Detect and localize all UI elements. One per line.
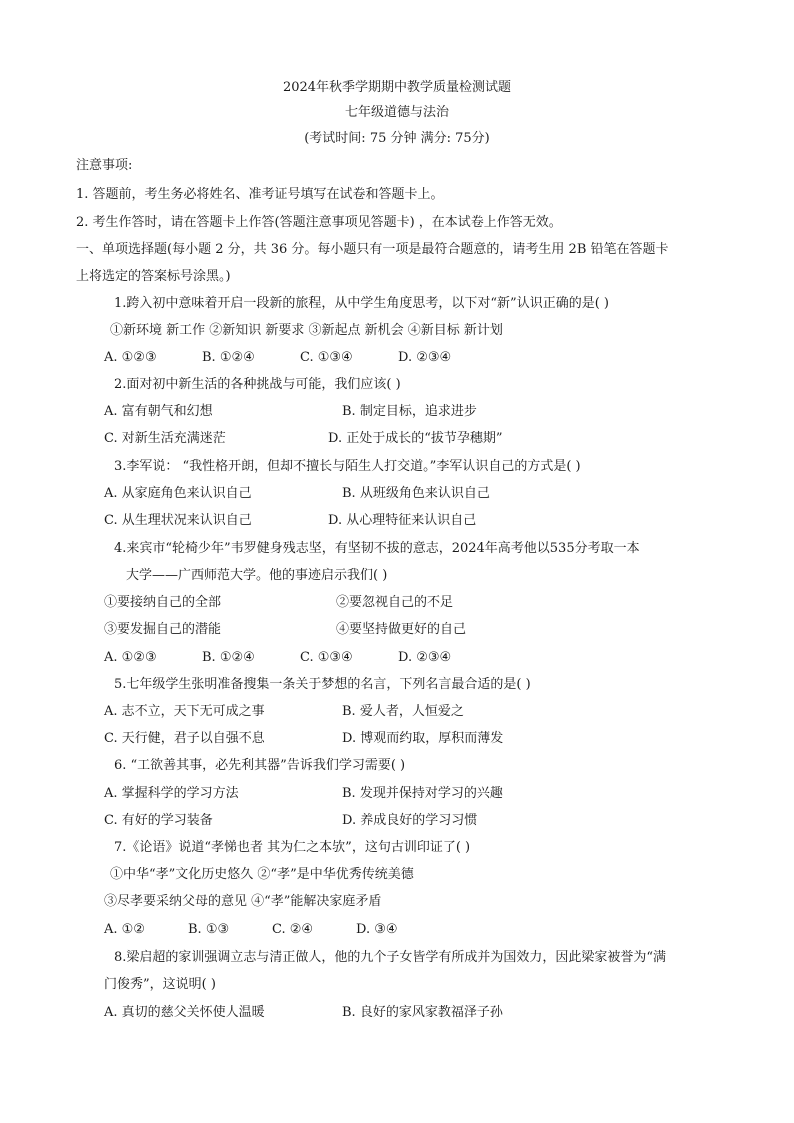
question-2-choice-d: D. 正处于成长的“拔节孕穗期” xyxy=(328,431,503,446)
exam-info: (考试时间: 75 分钟 满分: 75分) xyxy=(304,131,490,146)
question-6-choice-b: B. 发现并保持对学习的兴趣 xyxy=(342,786,503,801)
question-2-choice-a: A. 富有朝气和幻想 xyxy=(104,404,213,419)
choice-b: B. ①③ xyxy=(188,922,230,937)
choice-d: D. ③④ xyxy=(356,922,398,937)
section-heading-cont: 上将选定的答案标号涂黑。) xyxy=(76,269,231,284)
section-heading: 一、单项选择题(每小题 2 分，共 36 分。每小题只有一项是最符合题意的，请考生用 2B 铅笔在答题卡 xyxy=(76,242,669,257)
choice-c: C. ①③④ xyxy=(300,350,353,365)
question-3-choice-b: B. 从班级角色来认识自己 xyxy=(342,486,490,501)
question-3-choice-a: A. 从家庭角色来认识自己 xyxy=(104,486,252,501)
question-6-choice-d: D. 养成良好的学习习惯 xyxy=(342,813,478,828)
question-1-choices xyxy=(104,350,496,366)
question-2-stem: 2.面对初中新生活的各种挑战与可能，我们应该( ) xyxy=(114,377,401,392)
choice-b: B. ①②④ xyxy=(202,650,255,665)
choice-d: D. ②③④ xyxy=(398,650,452,665)
question-7-choices xyxy=(104,922,440,938)
question-3-stem: 3.李军说： “我性格开朗，但却不擅长与陌生人打交道。”李军认识自己的方式是( ) xyxy=(114,459,581,474)
question-6-choice-a: A. 掌握科学的学习方法 xyxy=(104,786,239,801)
choice-c: C. ①③④ xyxy=(300,650,353,665)
question-2-choice-b: B. 制定目标，追求进步 xyxy=(342,404,477,419)
question-5-choice-c: C. 天行健，君子以自强不息 xyxy=(104,731,265,746)
question-4-item-3: ③要发掘自己的潜能 xyxy=(104,622,222,637)
question-3-choice-d: D. 从心理特征来认识自己 xyxy=(328,513,477,528)
choice-d: D. ②③④ xyxy=(398,350,452,365)
choice-a: A. ①②③ xyxy=(104,350,157,365)
question-4-item-4: ④要坚持做更好的自己 xyxy=(336,622,467,637)
question-1-stem: 1.跨入初中意味着开启一段新的旅程，从中学生角度思考，以下对“新”认识正确的是( ) xyxy=(114,296,609,311)
question-4-choices xyxy=(104,650,496,666)
notice-item: 2. 考生作答时，请在答题卡上作答(答题注意事项见答题卡) ，在本试卷上作答无效。 xyxy=(76,215,562,230)
question-4-item-2: ②要忽视自己的不足 xyxy=(336,595,454,610)
question-7-items-1: ①中华“孝”文化历史悠久 ②“孝”是中华优秀传统美德 xyxy=(110,867,414,882)
subject-title: 七年级道德与法治 xyxy=(344,105,449,120)
question-8-choice-b: B. 良好的家风家教福泽子孙 xyxy=(342,1005,503,1020)
question-7-items-2: ③尽孝要采纳父母的意见 ④“孝”能解决家庭矛盾 xyxy=(104,894,382,909)
exam-title: 2024年秋季学期期中教学质量检测试题 xyxy=(282,80,512,95)
question-3-choice-c: C. 从生理状况来认识自己 xyxy=(104,513,252,528)
question-5-choice-d: D. 博观而约取，厚积而薄发 xyxy=(342,731,504,746)
question-5-choice-b: B. 爱人者，人恒爱之 xyxy=(342,704,464,719)
question-2-choice-c: C. 对新生活充满迷茫 xyxy=(104,431,226,446)
question-8-choice-a: A. 真切的慈父关怀使人温暖 xyxy=(104,1005,265,1020)
question-5-choice-a: A. 志不立，天下无可成之事 xyxy=(104,704,265,719)
question-8-stem: 8.梁启超的家训强调立志与清正做人，他的九个子女皆学有所成并为国效力，因此梁家被誉为“满 xyxy=(114,950,667,965)
question-5-stem: 5.七年级学生张明准备搜集一条关于梦想的名言，下列名言最合适的是( ) xyxy=(114,677,531,692)
question-4-stem-cont: 大学——广西师范大学。他的事迹启示我们( ) xyxy=(126,568,388,583)
question-7-stem: 7.《论语》说道“孝悌也者 其为仁之本欤”，这句古训印证了( ) xyxy=(114,840,471,855)
notice-heading: 注意事项: xyxy=(76,158,133,173)
question-6-stem: 6. “工欲善其事，必先利其器”告诉我们学习需要( ) xyxy=(114,758,406,773)
question-8-stem-cont: 门俊秀”，这说明( ) xyxy=(104,977,216,992)
question-1-items: ①新环境 新工作 ②新知识 新要求 ③新起点 新机会 ④新目标 新计划 xyxy=(110,323,503,338)
choice-b: B. ①②④ xyxy=(202,350,255,365)
question-4-item-1: ①要接纳自己的全部 xyxy=(104,595,222,610)
question-6-choice-c: C. 有好的学习装备 xyxy=(104,813,213,828)
choice-c: C. ②④ xyxy=(272,922,314,937)
choice-a: A. ①② xyxy=(104,922,145,937)
notice-item: 1. 答题前，考生务必将姓名、准考证号填写在试卷和答题卡上。 xyxy=(76,187,444,202)
choice-a: A. ①②③ xyxy=(104,650,157,665)
question-4-stem: 4.来宾市“轮椅少年”韦罗健身残志坚，有坚韧不拔的意志，2024年高考他以535分考取一本 xyxy=(114,541,640,556)
